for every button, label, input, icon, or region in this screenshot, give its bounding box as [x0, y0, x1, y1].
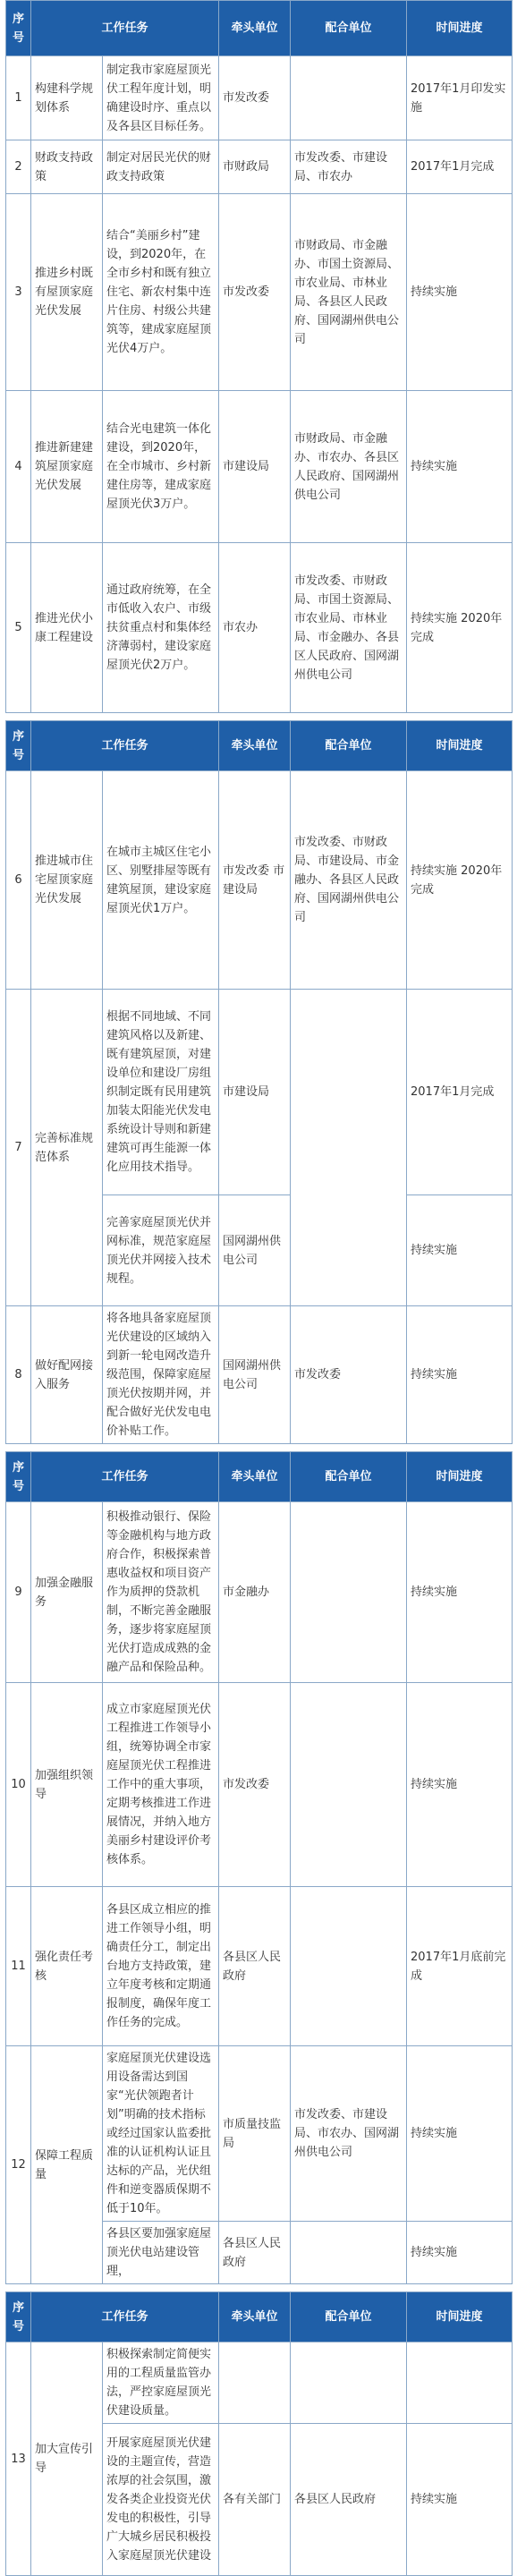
table-row	[6, 990, 513, 1195]
row-lead-unit: 市财政局	[219, 140, 291, 194]
table-row	[6, 194, 513, 391]
task-table-block-3	[5, 1451, 513, 2284]
row-lead-unit: 市质量技监局	[219, 2046, 291, 2222]
row-coop-unit: 市财政局、市金融办、市国土资源局、市农业局、市林业局、各县区人民政府、国网湖州供电公司	[291, 194, 407, 391]
row-schedule: 持续实施	[407, 391, 513, 543]
row-lead-unit: 市金融办	[219, 1502, 291, 1683]
row-coop-unit: 各县区人民政府	[291, 2424, 407, 2576]
header-coop-unit: 配合单位	[291, 1, 407, 56]
row-item-name: 推进城市住宅屋顶家庭光伏发展	[31, 771, 103, 990]
table-header-row	[6, 1452, 513, 1502]
row-lead-unit: 国网湖州供电公司	[219, 1195, 291, 1306]
row-item-name: 强化责任考核	[31, 1887, 103, 2046]
row-lead-unit: 市发改委 市建设局	[219, 771, 291, 990]
table-header-row	[6, 721, 513, 771]
header-number: 序 号	[6, 1, 31, 56]
row-schedule: 持续实施	[407, 1306, 513, 1444]
table-row	[6, 140, 513, 194]
row-schedule: 2017年1月底前完成	[407, 1887, 513, 2046]
task-table-block-1	[5, 0, 513, 713]
row-coop-unit	[291, 990, 407, 1306]
row-item-name: 加强组织领导	[31, 1683, 103, 1887]
row-number: 10	[6, 1683, 31, 1887]
row-schedule: 持续实施	[407, 1502, 513, 1683]
row-schedule: 持续实施	[407, 2046, 513, 2222]
row-schedule: 持续实施 2020年完成	[407, 543, 513, 713]
header-coop-unit: 配合单位	[291, 2292, 407, 2342]
row-task: 结合“美丽乡村”建设，到2020年，在全市乡村和既有独立住宅、新农村集中连片住房、村级公共建筑等，建成家庭屋顶光伏4万户。	[103, 194, 219, 391]
table-row	[6, 56, 513, 140]
row-task: 成立市家庭屋顶光伏工程推进工作领导小组，统筹协调全市家庭屋顶光伏工程推进工作中的重大事项，定期考核推进工作进展情况，并纳入地方美丽乡村建设评价考核体系。	[103, 1683, 219, 1887]
row-coop-unit: 市发改委、市建设局、市农办	[291, 140, 407, 194]
row-schedule: 2017年1月印发实施	[407, 56, 513, 140]
row-schedule: 2017年1月完成	[407, 140, 513, 194]
table-row	[6, 1502, 513, 1683]
table-row	[6, 771, 513, 990]
policy-table-page	[5, 0, 512, 2576]
row-item-name: 完善标准规范体系	[31, 990, 103, 1306]
table-row	[6, 2046, 513, 2222]
header-coop-unit: 配合单位	[291, 1452, 407, 1502]
row-number: 7	[6, 990, 31, 1306]
row-schedule: 持续实施	[407, 2222, 513, 2284]
row-number: 9	[6, 1502, 31, 1683]
row-coop-unit: 市发改委、市财政局、市建设局、市金融办、各县区人民政府、国网湖州供电公司	[291, 771, 407, 990]
row-task: 通过政府统筹，在全市低收入农户、市级扶贫重点村和集体经济薄弱村，建设家庭屋顶光伏2万户。	[103, 543, 219, 713]
row-coop-unit	[291, 2222, 407, 2284]
row-lead-unit: 国网湖州供电公司	[219, 1306, 291, 1444]
header-number: 序 号	[6, 721, 31, 771]
row-item-name: 做好配网接入服务	[31, 1306, 103, 1444]
row-task: 制定对居民光伏的财政支持政策	[103, 140, 219, 194]
row-lead-unit: 市发改委	[219, 56, 291, 140]
row-task: 积极推动银行、保险等金融机构与地方政府合作，积极探索普惠收益权和项目资产作为质押的贷款机制，不断完善金融服务，逐步将家庭屋顶光伏打造成成熟的金融产品和保险品种。	[103, 1502, 219, 1683]
row-item-name: 推进乡村既有屋顶家庭光伏发展	[31, 194, 103, 391]
row-schedule: 持续实施 2020年完成	[407, 771, 513, 990]
row-lead-unit: 市建设局	[219, 990, 291, 1195]
row-number: 2	[6, 140, 31, 194]
table-row	[6, 543, 513, 713]
row-lead-unit: 各有关部门	[219, 2424, 291, 2576]
header-lead-unit: 牵头单位	[219, 1, 291, 56]
row-coop-unit	[291, 1683, 407, 1887]
row-task: 根据不同地域、不同建筑风格以及新建、既有建筑屋顶，对建设单位和建设厂房组织制定既有民用建筑加装太阳能光伏发电系统设计导则和新建建筑可再生能源一体化应用技术指导。	[103, 990, 219, 1195]
header-task: 工作任务	[31, 721, 219, 771]
row-coop-unit: 市发改委、市建设局、市农办、国网湖州供电公司	[291, 2046, 407, 2222]
row-number: 8	[6, 1306, 31, 1444]
row-schedule: 持续实施	[407, 1195, 513, 1306]
row-number: 11	[6, 1887, 31, 2046]
row-task: 各县区要加强家庭屋顶光伏电站建设管理，	[103, 2222, 219, 2284]
row-lead-unit: 市建设局	[219, 391, 291, 543]
row-number: 5	[6, 543, 31, 713]
row-number: 3	[6, 194, 31, 391]
row-task: 结合光电建筑一体化建设，到2020年，在全市城市、乡村新建住房等，建成家庭屋顶光伏3万户。	[103, 391, 219, 543]
row-lead-unit: 市发改委	[219, 194, 291, 391]
row-number: 12	[6, 2046, 31, 2284]
row-item-name: 保障工程质量	[31, 2046, 103, 2284]
row-schedule: 持续实施	[407, 1683, 513, 1887]
row-coop-unit: 市发改委、市财政局、市国土资源局、市农业局、市林业局、市金融办、各县区人民政府、国网湖州供电公司	[291, 543, 407, 713]
row-schedule	[407, 2342, 513, 2424]
row-coop-unit	[291, 1887, 407, 2046]
row-number: 4	[6, 391, 31, 543]
table-row	[6, 1887, 513, 2046]
header-task: 工作任务	[31, 1, 219, 56]
row-task: 开展家庭屋顶光伏建设的主题宣传，营造浓厚的社会氛围，激发各类企业投资光伏发电的积极性，引导广大城乡居民积极投入家庭屋顶光伏建设	[103, 2424, 219, 2576]
row-item-name: 推进新建建筑屋顶家庭光伏发展	[31, 391, 103, 543]
row-task: 家庭屋顶光伏建设选用设备需达到国家“光伏领跑者计划”明确的技术指标或经过国家认监委批准的认证机构认证且达标的产品，光伏组件和逆变器质保期不低于10年。	[103, 2046, 219, 2222]
table-row	[6, 1306, 513, 1444]
row-number: 13	[6, 2342, 31, 2576]
row-coop-unit: 市财政局、市金融办、市农办、各县区人民政府、国网湖州供电公司	[291, 391, 407, 543]
table-row	[6, 391, 513, 543]
task-table-block-2	[5, 720, 513, 1444]
header-schedule: 时间进度	[407, 2292, 513, 2342]
row-item-name: 加大宣传引导	[31, 2342, 103, 2576]
row-schedule: 持续实施	[407, 2424, 513, 2576]
header-schedule: 时间进度	[407, 721, 513, 771]
row-number: 6	[6, 771, 31, 990]
header-task: 工作任务	[31, 1452, 219, 1502]
row-task: 将各地具备家庭屋顶光伏建设的区域纳入到新一轮电网改造升级范围，保障家庭屋顶光伏按期并网，并配合做好光伏发电电价补贴工作。	[103, 1306, 219, 1444]
row-item-name: 推进光伏小康工程建设	[31, 543, 103, 713]
row-lead-unit: 市农办	[219, 543, 291, 713]
header-number: 序 号	[6, 1452, 31, 1502]
row-coop-unit	[291, 1502, 407, 1683]
header-schedule: 时间进度	[407, 1, 513, 56]
header-schedule: 时间进度	[407, 1452, 513, 1502]
row-task: 各县区成立相应的推进工作领导小组，明确责任分工，制定出台地方支持政策，建立年度考核和定期通报制度，确保年度工作任务的完成。	[103, 1887, 219, 2046]
row-lead-unit: 各县区人民政府	[219, 2222, 291, 2284]
row-coop-unit: 市发改委	[291, 1306, 407, 1444]
table-row	[6, 1683, 513, 1887]
row-task: 完善家庭屋顶光伏并网标准，规范家庭屋顶光伏并网接入技术规程。	[103, 1195, 219, 1306]
header-coop-unit: 配合单位	[291, 721, 407, 771]
row-item-name: 财政支持政策	[31, 140, 103, 194]
row-coop-unit	[291, 2342, 407, 2424]
row-lead-unit: 各县区人民政府	[219, 1887, 291, 2046]
row-lead-unit	[219, 2342, 291, 2424]
task-table-block-4	[5, 2291, 513, 2576]
header-lead-unit: 牵头单位	[219, 721, 291, 771]
row-coop-unit	[291, 56, 407, 140]
header-lead-unit: 牵头单位	[219, 1452, 291, 1502]
row-lead-unit: 市发改委	[219, 1683, 291, 1887]
table-row	[6, 2342, 513, 2424]
header-task: 工作任务	[31, 2292, 219, 2342]
row-number: 1	[6, 56, 31, 140]
row-item-name: 构建科学规划体系	[31, 56, 103, 140]
row-schedule: 2017年1月完成	[407, 990, 513, 1195]
row-task: 积极探索制定简便实用的工程质量监管办法，严控家庭屋顶光伏建设质量。	[103, 2342, 219, 2424]
row-task: 在城市主城区住宅小区、别墅排屋等既有建筑屋顶，建设家庭屋顶光伏1万户。	[103, 771, 219, 990]
row-schedule: 持续实施	[407, 194, 513, 391]
header-number: 序 号	[6, 2292, 31, 2342]
row-task: 制定我市家庭屋顶光伏工程年度计划，明确建设时序、重点以及各县区目标任务。	[103, 56, 219, 140]
table-header-row	[6, 1, 513, 56]
table-header-row	[6, 2292, 513, 2342]
header-lead-unit: 牵头单位	[219, 2292, 291, 2342]
row-item-name: 加强金融服务	[31, 1502, 103, 1683]
